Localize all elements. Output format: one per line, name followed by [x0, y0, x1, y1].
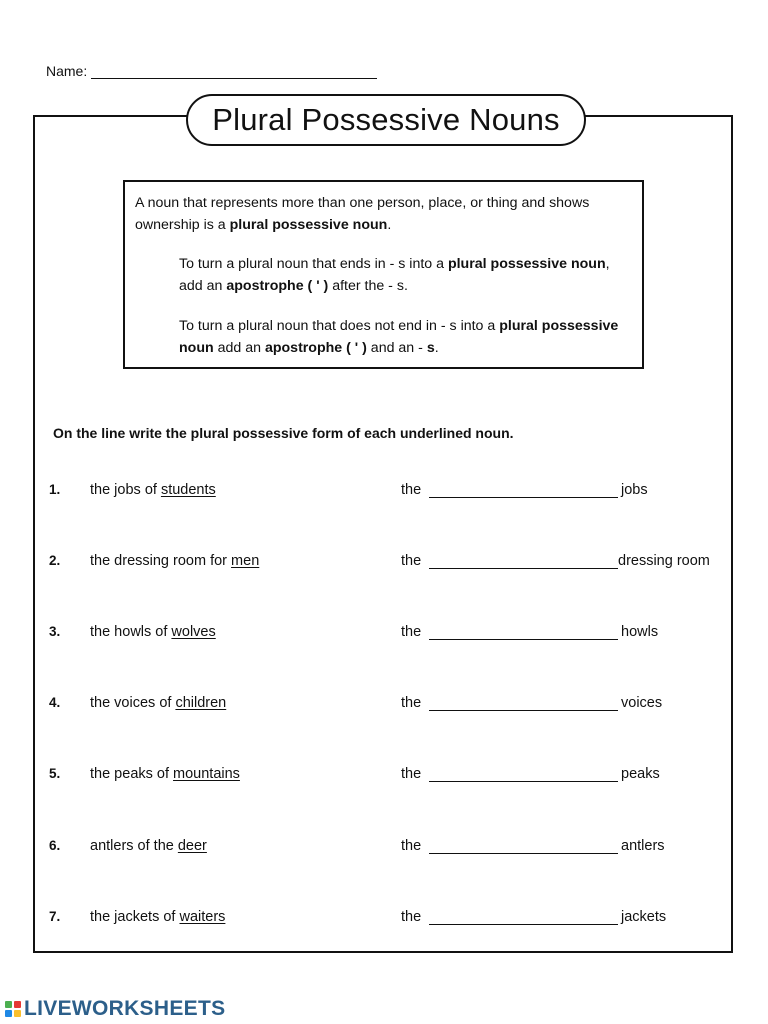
answer-article: the	[401, 766, 422, 782]
answer-blank[interactable]	[429, 853, 618, 854]
item-number: 7.	[49, 909, 61, 924]
answer-noun: dressing room	[618, 553, 710, 569]
item-phrase	[90, 766, 240, 782]
rule-text: A noun that represents more than one person, place, or thing and shows ownership is a	[135, 195, 590, 233]
phrase-text: the voices of	[90, 695, 176, 711]
answer-blank[interactable]	[429, 497, 618, 498]
phrase-text: the peaks of	[90, 766, 174, 782]
underlined-noun: men	[231, 553, 260, 569]
page-title: Plural Possessive Nouns	[212, 102, 560, 137]
answer-noun: antlers	[621, 838, 665, 854]
item-number: 2.	[49, 553, 61, 568]
rule-ends-in-s	[179, 254, 629, 297]
answer-blank[interactable]	[429, 781, 618, 782]
instructions: On the line write the plural possessive form of each underlined noun.	[53, 425, 514, 441]
logo-square-red	[14, 1001, 21, 1008]
item-number: 4.	[49, 695, 61, 710]
answer-noun: peaks	[621, 766, 660, 782]
underlined-noun: deer	[177, 838, 207, 854]
title-banner	[186, 94, 586, 146]
logo-square-green	[5, 1001, 12, 1008]
underlined-noun: mountains	[173, 766, 240, 782]
rule-definition	[135, 193, 630, 236]
rule-text: .	[387, 216, 392, 233]
exercise-item	[0, 766, 768, 790]
exercise-item	[0, 553, 768, 577]
item-phrase	[90, 838, 207, 854]
rule-term: apostrophe ( ' )	[226, 277, 329, 294]
rule-term: plural possessive noun	[179, 318, 619, 356]
name-label: Name:	[46, 63, 88, 79]
phrase-text: the jackets of	[90, 909, 180, 925]
answer-noun: jobs	[621, 482, 648, 498]
exercise-item	[0, 909, 768, 933]
answer-noun: jackets	[621, 909, 667, 925]
item-number: 5.	[49, 766, 61, 781]
answer-blank[interactable]	[429, 924, 618, 925]
underlined-noun: wolves	[171, 624, 216, 640]
rule-text: add an	[213, 339, 265, 356]
rule-term: apostrophe ( ' )	[264, 339, 367, 356]
phrase-text: the howls of	[90, 624, 172, 640]
rule-term: s	[426, 339, 435, 356]
answer-article: the	[401, 624, 422, 640]
answer-blank[interactable]	[429, 639, 618, 640]
answer-noun: howls	[621, 624, 659, 640]
item-number: 6.	[49, 838, 61, 853]
rule-not-ends-in-s	[179, 316, 629, 359]
rule-text: , add an	[179, 256, 610, 294]
exercise-item	[0, 838, 768, 862]
item-phrase	[90, 482, 216, 498]
item-phrase	[90, 624, 216, 640]
liveworksheets-logo	[5, 997, 225, 1021]
phrase-text: antlers of the	[90, 838, 178, 854]
name-field[interactable]	[91, 63, 377, 79]
phrase-text: the dressing room for	[90, 553, 232, 569]
rule-text: To turn a plural noun that does not end in - s into a	[179, 318, 500, 334]
exercise-item	[0, 695, 768, 719]
answer-article: the	[401, 838, 422, 854]
item-phrase	[90, 909, 225, 925]
logo-text: LIVEWORKSHEETS	[24, 997, 226, 1020]
underlined-noun: children	[175, 695, 227, 711]
logo-square-yellow	[14, 1010, 21, 1017]
item-number: 3.	[49, 624, 61, 639]
exercise-item	[0, 482, 768, 506]
item-number: 1.	[49, 482, 61, 497]
underlined-noun: waiters	[179, 909, 226, 925]
rule-term: plural possessive noun	[229, 216, 388, 233]
rule-text: after the - s.	[328, 277, 408, 294]
answer-noun: voices	[621, 695, 663, 711]
underlined-noun: students	[160, 482, 216, 498]
rule-text: and an -	[366, 339, 427, 356]
logo-square-blue	[5, 1010, 12, 1017]
rule-text: .	[434, 339, 439, 356]
name-row	[46, 63, 377, 79]
answer-article: the	[401, 909, 422, 925]
rule-term: plural possessive noun	[447, 256, 606, 272]
answer-article: the	[401, 482, 422, 498]
logo-mark-icon	[5, 1001, 21, 1017]
exercise-item	[0, 624, 768, 648]
phrase-text: the jobs of	[90, 482, 161, 498]
answer-article: the	[401, 553, 422, 569]
answer-blank[interactable]	[429, 568, 618, 569]
answer-blank[interactable]	[429, 710, 618, 711]
item-phrase	[90, 695, 226, 711]
answer-article: the	[401, 695, 422, 711]
rule-text: To turn a plural noun that ends in - s into a	[179, 256, 448, 272]
item-phrase	[90, 553, 259, 569]
rule-box	[123, 180, 644, 369]
